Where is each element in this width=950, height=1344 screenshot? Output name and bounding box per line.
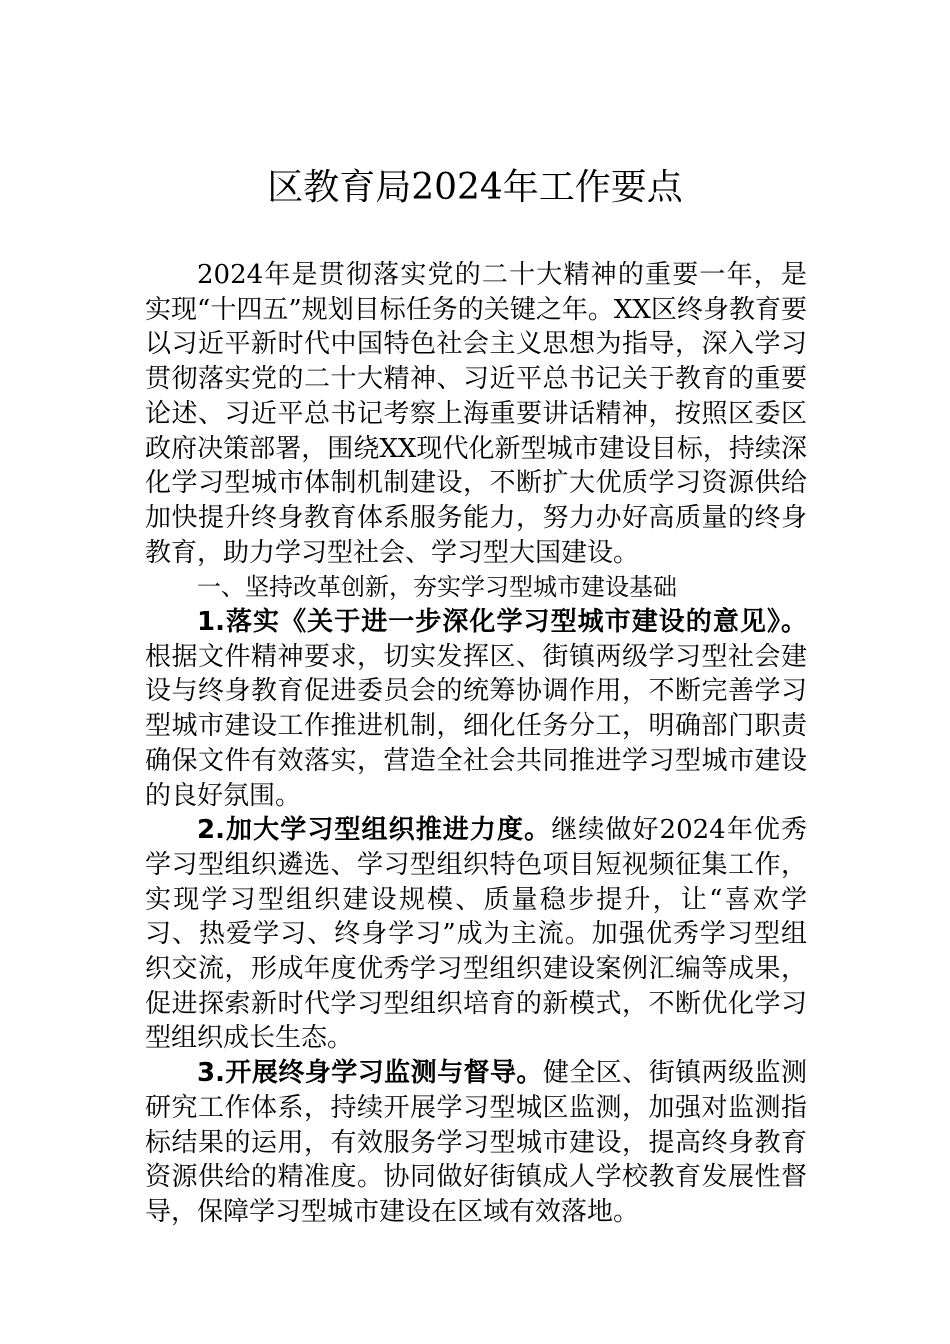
document-body xyxy=(145,258,807,1230)
item-text: 健全区、街镇两级监测研究工作体系，持续开展学习型城区监测，加强对监测指标结果的运用，有效服务学习型城市建设，提高终身教育资源供给的精准度。协同做好街镇成人学校教育发展性督导，保障学习型城市建设在区域有效落地。 xyxy=(145,1058,807,1227)
item-lead: 3.开展终身学习监测与督导。 xyxy=(197,1058,543,1089)
section-heading: 一、坚持改革创新，夯实学习型城市建设基础 xyxy=(197,573,677,602)
item-paragraph-1 xyxy=(145,605,807,813)
item-paragraph-2 xyxy=(145,813,807,1056)
intro-paragraph: 2024年是贯彻落实党的二十大精神的重要一年，是实现“十四五”规划目标任务的关键之年。XX区终身教育要以习近平新时代中国特色社会主义思想为指导，深入学习贯彻落实党的二十大精神、习近平总书记关于教育的重要论述、习近平总书记考察上海重要讲话精神，按照区委区政府决策部署，围绕XX现代化新型城市建设目标，持续深化学习型城市体制机制建设，不断扩大优质学习资源供给加快提升终身教育体系服务能力，努力办好高质量的终身教育，助力学习型社会、学习型大国建设。 xyxy=(145,260,807,568)
document-title: 区教育局2024年工作要点 xyxy=(267,167,683,208)
item-lead: 1.落实《关于进一步深化学习型城市建设的意见》。 xyxy=(197,607,807,638)
item-text: 继续做好2024年优秀学习型组织遴选、学习型组织特色项目短视频征集工作，实现学习型组织建设规模、质量稳步提升，让“喜欢学习、热爱学习、终身学习”成为主流。加强优秀学习型组织交流，形成年度优秀学习型组织建设案例汇编等成果，促进探索新时代学习型组织培育的新模式，不断优化学习型组织成长生态。 xyxy=(145,815,808,1054)
item-paragraph-3 xyxy=(145,1056,807,1230)
item-text: 根据文件精神要求，切实发挥区、街镇两级学习型社会建设与终身教育促进委员会的统筹协调作用，不断完善学习型城市建设工作推进机制，细化任务分工，明确部门职责确保文件有效落实，营造全社会共同推进学习型城市建设的良好氛围。 xyxy=(145,641,807,811)
item-lead: 2.加大学习型组织推进力度。 xyxy=(197,815,552,846)
